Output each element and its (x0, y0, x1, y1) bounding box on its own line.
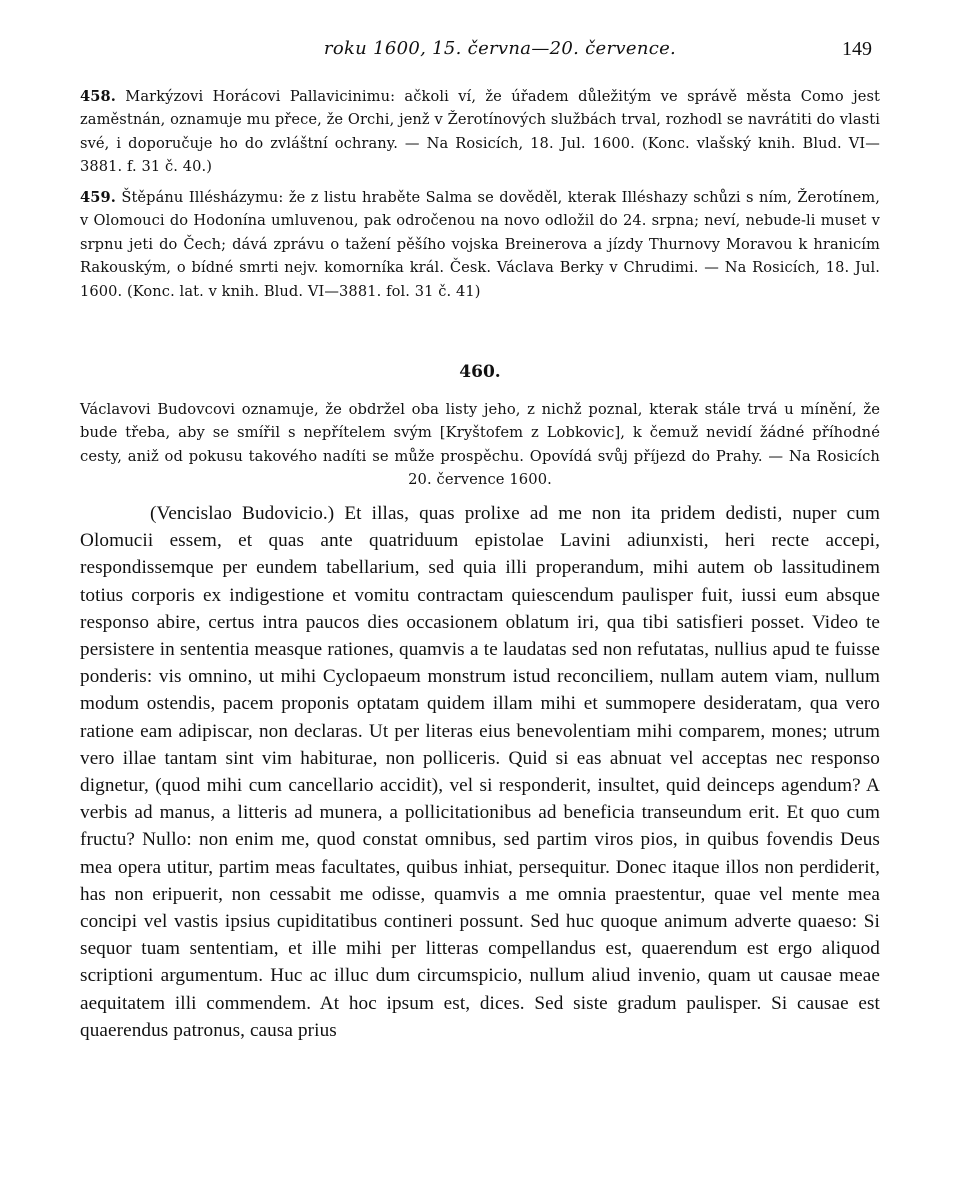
entry-paragraph (80, 85, 880, 179)
letter-regest (80, 398, 880, 492)
latin-paragraph: (Vencislao Budovicio.) Et illas, quas prolixe ad me non ita pridem dedisti, nuper cum Olomucii essem, et quas ante quatriduum epistolae Lavini adiunxisti, heri recte accepi, respondissemque per eundem tabellarium, sed quia illi properandum, mihi autem ob lassitudinem totius corporis ex indigestione et vomitu contractam quiescendum paulisper fuit, iussi eum absque responso abire, certus intra paucos dies occasionem oblatum iri, qua tibi satisfieri posset. Video te persistere in sententia measque rationes, quamvis a te laudatas sed non refutatas, nullius apud te fuisse ponderis: vis omnino, ut mihi Cyclopaeum monstrum istud reconciliem, nullam autem viam, nullum modum ostendis, pacem proponis optatam quidem illam mihi et summopere desideratam, qua vero ratione eam adipiscar, non declaras. Ut per literas eius benevolentiam mihi comparem, mones; utrum vero illae tantam sint vim habiturae, non polliceris. Quid si eas abnuat vel acceptas nec responso dignetur, (quod mihi cum cancellario accidit), vel si responderit, insultet, quid deinceps agendum? A verbis ad manus, a litteris ad munera, a pollicitationibus ad beneficia transeundum erit. Et quo cum fructu? Nullo: non enim me, quod constat omnibus, sed partim viros pios, in quibus fovendis Deus mea opera utitur, partim meas facultates, quibus inhiat, persequitur. Donec itaque illos non perdiderit, has non eripuerit, non cessabit me odisse, quamvis a me omnia praestentur, quae vel mente mea concipi vel vastis ipsius cupiditatibus contineri possunt. Sed huc quoque animum adverte quaeso: Si sequor tuam sententiam, et ille mihi per litteras compellandus est, quaerendum est ergo aliquod scriptioni argumentum. Huc ac illuc dum circumspicio, nullum aliud invenio, quam ut causae meae aequitatem illi commendem. At hoc ipsum est, dices. Sed siste gradum paulisper. Si causae est quaerendus patronus, causa prius (80, 503, 880, 1041)
entry-text: Štěpánu Illésházymu: že z listu hraběte Salma se dověděl, kterak Illéshazy schůzi s ním, Žerotínem, v Olomouci do Hodonína umluvenou, pak odročenou na novo odložil do 24. srpna; neví, nebude-li muset v srpnu jeti do Čech; dává zprávu o tažení pěšího vojska Breinerova a jízdy Thurnovy Moravou k hranicím Rakouským, o bídné smrti nejv. komorníka král. Česk. Václava Berky v Chrudimi. — Na Rosicích, 18. Jul. 1600. (Konc. lat. v knih. Blud. VI—3881. fol. 31 č. 41) (80, 189, 880, 300)
entry-number: 458. (80, 88, 116, 105)
regest-text: Václavovi Budovcovi oznamuje, že obdržel oba listy jeho, z nichž poznal, kterak stále trvá u mínění, že bude třeba, aby se smířil s nepřítelem svým [Kryštofem z Lobkovic], k čemuž nevidí žádné příhodné cesty, aniž od pokusu takového nadíti se může prospěchu. Opovídá svůj příjezd do Prahy. — Na Rosicích 20. července 1600. (80, 401, 880, 489)
letter-latin-text (80, 500, 880, 1044)
page-number: 149 (842, 38, 872, 60)
entry-number: 459. (80, 189, 116, 206)
entry-458 (80, 85, 880, 179)
entry-459 (80, 186, 880, 303)
letter-number-heading: 460. (459, 362, 501, 382)
entry-paragraph (80, 186, 880, 303)
entry-text: Markýzovi Horácovi Pallavicinimu: ačkoli ví, že úřadem důležitým ve správě města Como jest zaměstnán, oznamuje mu přece, že Orchi, jenž v Žerotínových službách trval, rozhodl se navrátiti do vlasti své, i doporučuje ho do zvláštní ochrany. — Na Rosicích, 18. Jul. 1600. (Konc. vlašský knih. Blud. VI—3881. f. 31 č. 40.) (80, 88, 880, 176)
page-header (0, 38, 960, 68)
running-title: roku 1600, 15. června—20. července. (323, 38, 677, 59)
